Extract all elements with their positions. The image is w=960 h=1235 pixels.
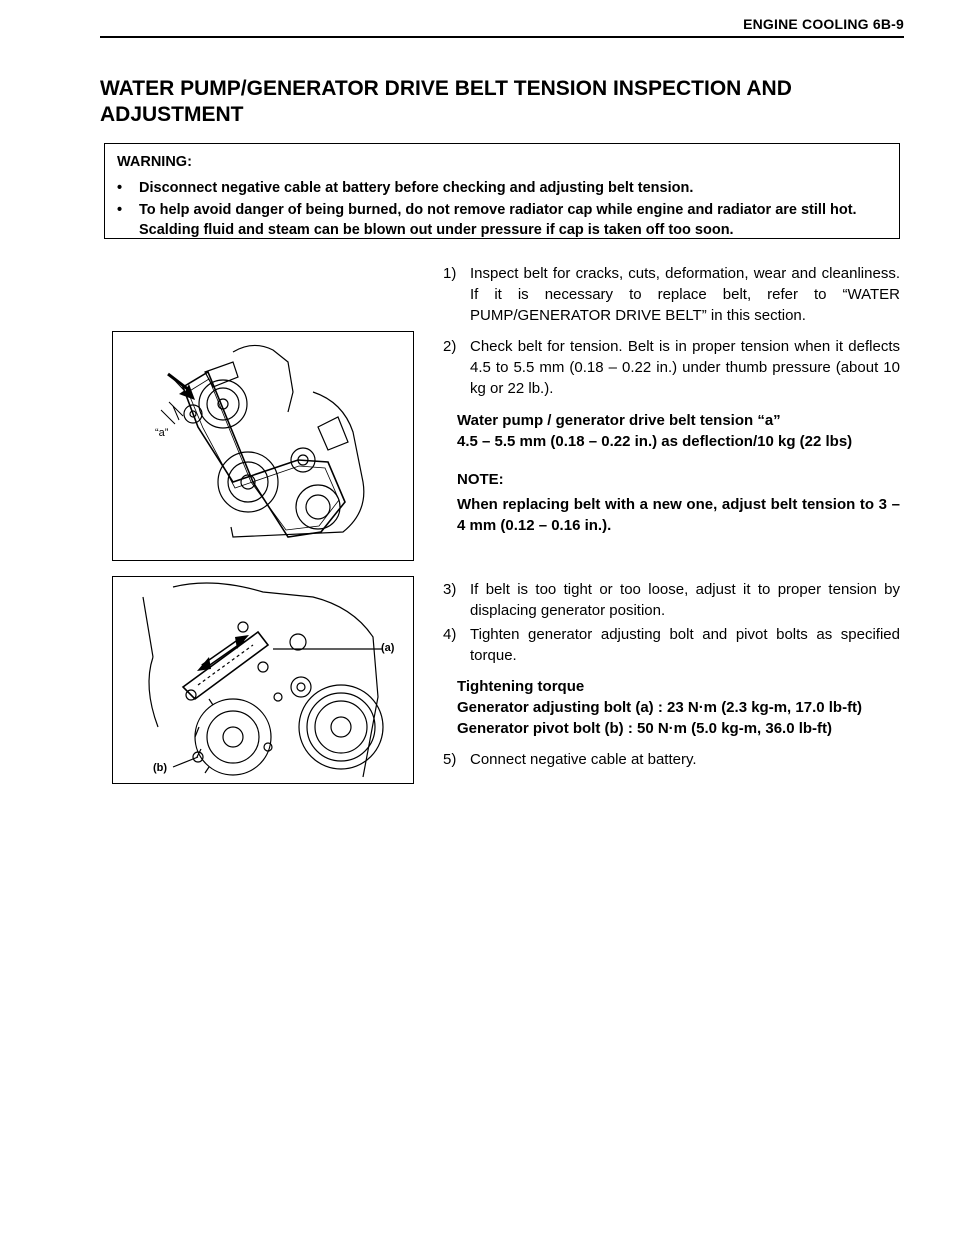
note-label: NOTE: bbox=[457, 471, 504, 488]
warning-text: Disconnect negative cable at battery before checking and adjusting belt tension. bbox=[139, 180, 694, 196]
step-text: If belt is too tight or too loose, adjust it to proper tension by displacing generator position. bbox=[470, 581, 900, 619]
deflection-label: “a” bbox=[155, 427, 169, 439]
warning-bullet bbox=[117, 178, 887, 198]
section-title: ENGINE COOLING 6B-9 bbox=[743, 16, 904, 32]
step-1 bbox=[443, 263, 900, 326]
step-3 bbox=[443, 579, 900, 621]
bullet-dot: • bbox=[117, 202, 123, 218]
spec-line: 4.5 – 5.5 mm (0.18 – 0.22 in.) as deflection/10 kg (22 lbs) bbox=[457, 433, 853, 450]
belt-tension-figure bbox=[112, 331, 414, 561]
torque-label: Tightening torque bbox=[457, 678, 585, 695]
bolt-b-label: (b) bbox=[153, 762, 168, 774]
warning-bullet bbox=[117, 200, 887, 240]
step-text: Tighten generator adjusting bolt and pivot bolts as specified torque. bbox=[470, 626, 900, 664]
header-rule bbox=[100, 36, 904, 38]
note-text: When replacing belt with a new one, adjust belt tension to 3 – 4 mm (0.12 – 0.16 in.). bbox=[457, 496, 900, 534]
torque-spec bbox=[443, 676, 900, 739]
step-text: Inspect belt for cracks, cuts, deformation, wear and cleanliness. If it is necessary to replace belt, refer to “WATER PUMP/GENERATOR DRIVE BELT” in this section. bbox=[470, 265, 900, 324]
step-2 bbox=[443, 336, 900, 399]
belt-tension-spec bbox=[443, 410, 900, 452]
bullet-dot: • bbox=[117, 180, 123, 196]
step-number: 1) bbox=[443, 265, 457, 282]
step-4 bbox=[443, 624, 900, 666]
warning-box bbox=[104, 143, 900, 239]
bolt-a-label: (a) bbox=[381, 642, 395, 654]
warning-text: To help avoid danger of being burned, do not remove radiator cap while engine and radiator are still hot. Scalding fluid and steam can be blown out under pressure if cap is taken off too soon. bbox=[139, 202, 857, 238]
step-text: Check belt for tension. Belt is in proper tension when it deflects 4.5 to 5.5 mm (0.18 – 0.22 in.) under thumb pressure (about 10 kg or 22 lb.). bbox=[470, 338, 900, 397]
step-number: 3) bbox=[443, 581, 457, 598]
spec-line: Water pump / generator drive belt tension “a” bbox=[457, 412, 781, 429]
note bbox=[443, 469, 900, 536]
step-number: 4) bbox=[443, 626, 457, 643]
step-5 bbox=[443, 749, 900, 770]
step-text: Connect negative cable at battery. bbox=[470, 751, 697, 768]
warning-label: WARNING: bbox=[117, 154, 192, 170]
generator-adjust-figure bbox=[112, 576, 414, 784]
step-number: 2) bbox=[443, 338, 457, 355]
page-title: WATER PUMP/GENERATOR DRIVE BELT TENSION INSPECTION AND ADJUSTMENT bbox=[100, 77, 792, 126]
torque-line: Generator pivot bolt (b) : 50 N·m (5.0 kg-m, 36.0 lb-ft) bbox=[457, 720, 833, 737]
torque-line: Generator adjusting bolt (a) : 23 N·m (2.3 kg-m, 17.0 lb-ft) bbox=[457, 699, 863, 716]
step-number: 5) bbox=[443, 751, 457, 768]
